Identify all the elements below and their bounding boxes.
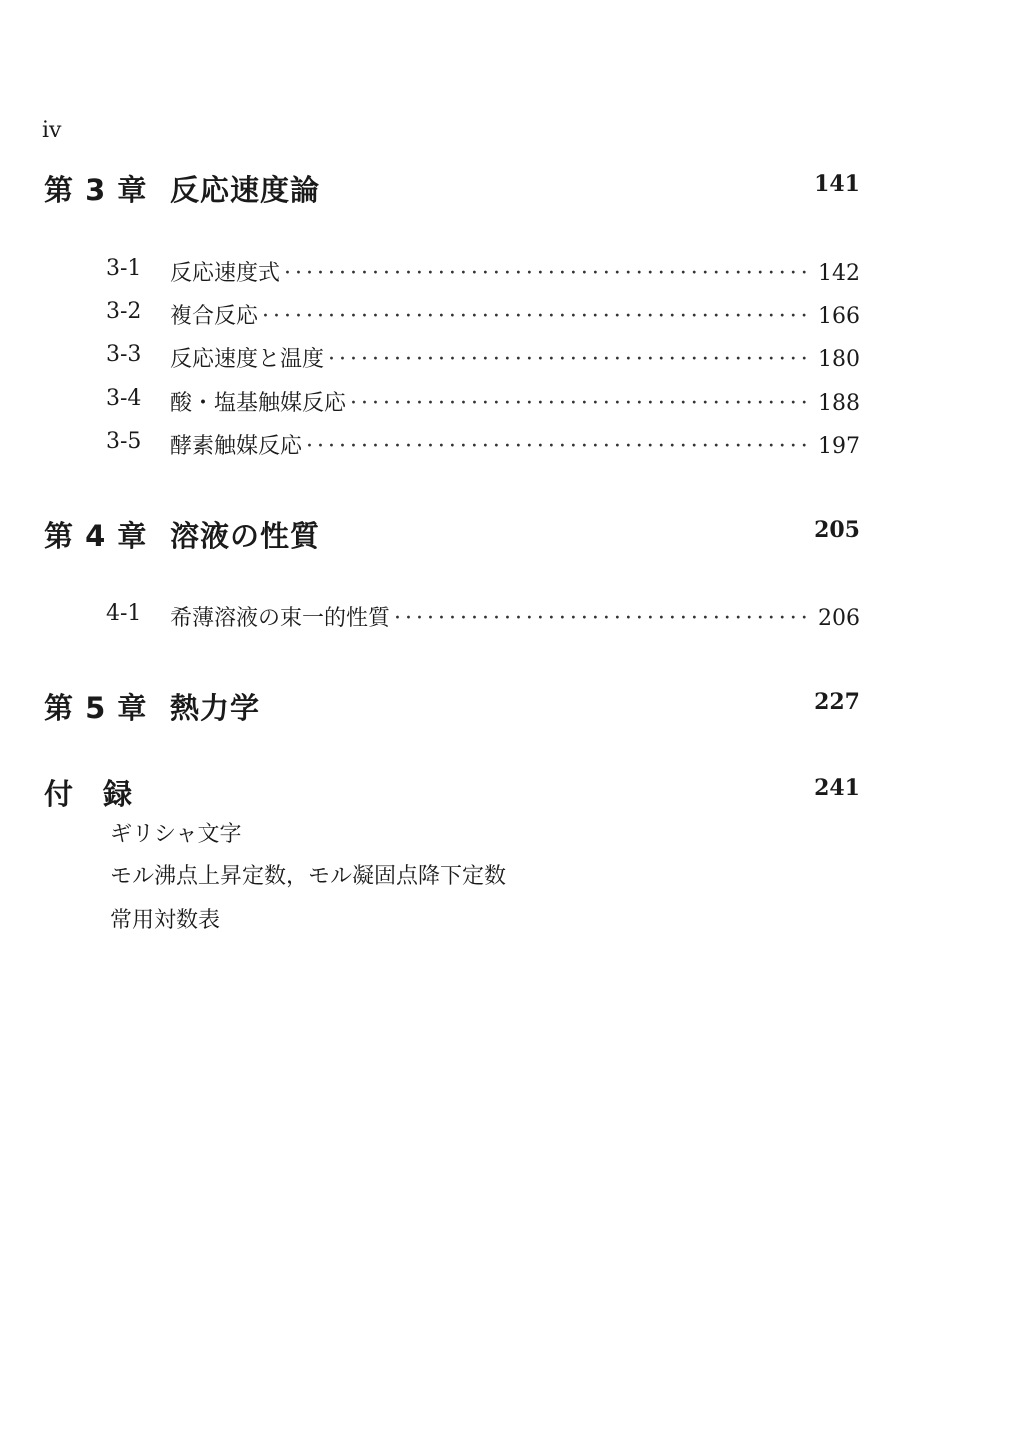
- chapter-heading: [44, 514, 860, 554]
- toc-entry: [106, 429, 860, 461]
- leader-dots: [262, 304, 810, 329]
- section-title: 反応速度と温度: [170, 347, 325, 372]
- section-title: 反応速度式: [170, 261, 281, 286]
- section-number: 3-2: [106, 299, 142, 324]
- section-title: 希薄溶液の束一的性質: [170, 606, 391, 631]
- section-page: 206: [818, 606, 860, 631]
- chapter-heading: [44, 168, 860, 208]
- section-title: 複合反応: [170, 304, 259, 329]
- appendix-label: 付録: [44, 777, 163, 811]
- section-title: 酵素触媒反応: [170, 434, 303, 459]
- chapter-title: 反応速度論: [170, 173, 321, 207]
- chapter-page: 227: [814, 689, 860, 715]
- toc-entry: [106, 256, 860, 288]
- toc-entry: [106, 342, 860, 374]
- chapter-label: 第 4 章: [44, 519, 148, 553]
- leader-dots: [328, 347, 810, 372]
- chapter-label: 第 3 章: [44, 173, 148, 207]
- leader-dots: [394, 606, 810, 631]
- toc-entry: [106, 601, 860, 633]
- appendix-heading: [44, 772, 860, 812]
- leader-dots: [284, 261, 810, 286]
- appendix-page: 241: [814, 775, 860, 801]
- chapter-page: 141: [814, 171, 860, 197]
- section-page: 188: [818, 391, 860, 416]
- chapter-heading: [44, 686, 860, 726]
- section-number: 3-4: [106, 386, 142, 411]
- page-number: iv: [42, 118, 62, 143]
- appendix-item: 常用対数表: [110, 908, 221, 933]
- chapter-page: 205: [814, 517, 860, 543]
- appendix-item: モル沸点上昇定数，モル凝固点降下定数: [110, 864, 507, 889]
- leader-dots: [350, 391, 810, 416]
- chapter-title: 熱力学: [170, 691, 261, 725]
- section-number: 3-1: [106, 256, 142, 281]
- section-page: 197: [818, 434, 860, 459]
- section-number: 4-1: [106, 601, 142, 626]
- appendix-item: ギリシャ文字: [110, 822, 242, 847]
- section-number: 3-5: [106, 429, 142, 454]
- chapter-label: 第 5 章: [44, 691, 148, 725]
- section-title: 酸・塩基触媒反応: [170, 391, 347, 416]
- leader-dots: [306, 434, 810, 459]
- chapter-title: 溶液の性質: [170, 519, 321, 553]
- toc-entry: [106, 386, 860, 418]
- toc-entry: [106, 299, 860, 331]
- section-page: 142: [818, 261, 860, 286]
- section-number: 3-3: [106, 342, 142, 367]
- section-page: 180: [818, 347, 860, 372]
- section-page: 166: [818, 304, 860, 329]
